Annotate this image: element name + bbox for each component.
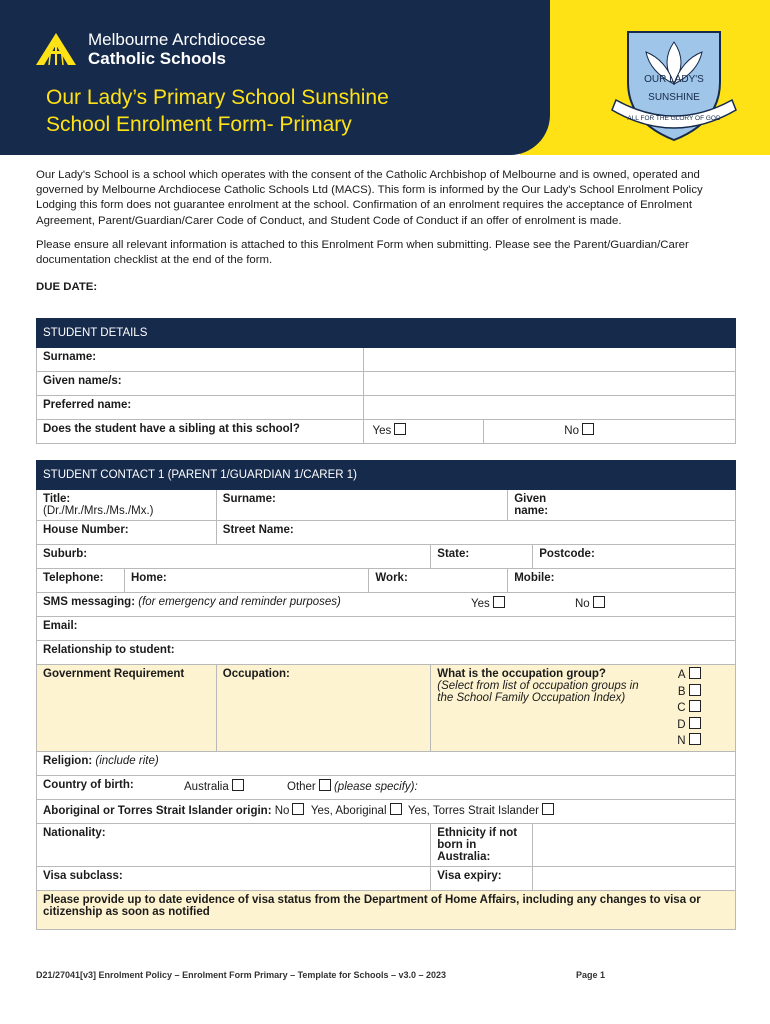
page-number: Page 1	[576, 970, 606, 980]
work-phone-label: Work:	[369, 569, 508, 593]
group-c-label: C	[677, 702, 686, 714]
group-b-label: B	[677, 685, 686, 698]
sibling-yes-option[interactable]	[364, 420, 484, 444]
other-option[interactable]	[287, 779, 418, 793]
occupation-group-hint: (Select from list of occupation groups in the School Family Occupation Index)	[437, 680, 639, 704]
given-name-label: Given name/s:	[37, 372, 364, 396]
title-line1: Our Lady’s Primary School Sunshine	[46, 86, 389, 109]
sms-no-label: No	[575, 598, 590, 610]
contact-heading: STUDENT CONTACT 1 (PARENT 1/GUARDIAN 1/CARER 1)	[37, 461, 736, 490]
group-d-checkbox[interactable]	[689, 717, 701, 729]
group-n-label: N	[677, 735, 686, 747]
street-name-label: Street Name:	[216, 521, 735, 545]
sibling-question: Does the student have a sibling at this school?	[37, 420, 364, 444]
sms-no-checkbox[interactable]	[593, 596, 605, 608]
other-checkbox[interactable]	[319, 779, 331, 791]
surname-field[interactable]	[364, 348, 736, 372]
aboriginal-yes-label: Yes, Aboriginal	[310, 805, 387, 817]
religion-hint: (include rite)	[95, 755, 159, 767]
aboriginal-no-label: No	[274, 805, 290, 817]
postcode-label: Postcode:	[533, 545, 736, 569]
student-details-heading: STUDENT DETAILS	[37, 319, 736, 348]
contact-given-name-label: Given name:	[514, 493, 549, 517]
government-requirement-label: Government Requirement	[37, 665, 217, 752]
suburb-label: Suburb:	[37, 545, 431, 569]
telephone-label: Telephone:	[37, 569, 125, 593]
footer	[36, 970, 736, 980]
torres-strait-label: Yes, Torres Strait Islander	[407, 805, 539, 817]
sibling-yes-label: Yes	[372, 425, 392, 437]
org-name-line2: Catholic Schools	[88, 49, 226, 68]
org-name-line1: Melbourne Archdiocese	[88, 30, 266, 49]
visa-evidence-note: Please provide up to date evidence of visa status from the Department of Home Affairs, including any changes to visa or citizenship as soon as notified	[37, 891, 736, 930]
sibling-no-option[interactable]	[484, 420, 736, 444]
group-d-label: D	[677, 718, 686, 731]
crest-text-2: SUNSHINE	[648, 92, 700, 103]
country-row	[37, 776, 736, 800]
crest-motto: ALL FOR THE GLORY OF GOD	[627, 115, 721, 122]
visa-expiry-field[interactable]	[533, 867, 736, 891]
occupation-group-options	[677, 667, 700, 750]
visa-subclass-label: Visa subclass:	[37, 867, 431, 891]
australia-checkbox[interactable]	[232, 779, 244, 791]
nationality-label: Nationality:	[37, 824, 431, 867]
occupation-group-question: What is the occupation group?	[437, 668, 606, 680]
title-line2: School Enrolment Form- Primary	[46, 113, 352, 136]
group-a-checkbox[interactable]	[689, 667, 701, 679]
group-b-checkbox[interactable]	[689, 684, 701, 696]
intro-paragraph-1: Our Lady's School is a school which operates with the consent of the Catholic Archbishop of Melbourne and is owned, operated and governed by Melbourne Archdiocese Catholic Schools Ltd (MACS). This form is informed by the Our Lady's School Enrolment Policy Lodging this form does not guarantee enrolment at the school. Confirmation of an enrolment requires the acceptance of Enrolment Agreement, Parent/Guardian/Carer Code of Conduct, and Student Code of Conduct if an offer of enrolment is made.	[36, 169, 703, 227]
home-phone-label: Home:	[124, 569, 368, 593]
email-label: Email:	[37, 617, 736, 641]
torres-strait-checkbox[interactable]	[542, 803, 554, 815]
title-cell[interactable]	[37, 490, 217, 521]
sibling-no-checkbox[interactable]	[582, 423, 594, 435]
visa-expiry-label: Visa expiry:	[431, 867, 533, 891]
religion-row	[37, 752, 736, 776]
group-option-b[interactable]	[677, 684, 700, 701]
sms-yes-option[interactable]	[471, 596, 505, 610]
australia-option[interactable]	[184, 779, 244, 793]
due-date-label: DUE DATE:	[36, 281, 98, 294]
mobile-label: Mobile:	[508, 569, 736, 593]
sms-no-option[interactable]	[575, 596, 605, 610]
sms-row	[37, 593, 736, 617]
student-details-table	[36, 318, 736, 444]
aboriginal-yes-checkbox[interactable]	[390, 803, 402, 815]
given-name-field[interactable]	[364, 372, 736, 396]
group-c-checkbox[interactable]	[689, 700, 701, 712]
occupation-label: Occupation:	[216, 665, 431, 752]
relationship-label: Relationship to student:	[37, 641, 736, 665]
group-option-d[interactable]	[677, 717, 700, 734]
title-hint: (Dr./Mr./Mrs./Ms./Mx.)	[43, 505, 154, 517]
intro-section	[36, 168, 736, 304]
aboriginal-yes-option[interactable]	[311, 805, 402, 817]
surname-label: Surname:	[37, 348, 364, 372]
occupation-group-cell	[431, 665, 736, 752]
group-option-c[interactable]	[677, 700, 700, 717]
other-hint: (please specify):	[333, 781, 418, 793]
sms-yes-label: Yes	[471, 598, 490, 610]
house-number-label: House Number:	[37, 521, 217, 545]
page-title	[46, 84, 389, 138]
document-reference: D21/27041[v3] Enrolment Policy – Enrolment Form Primary – Template for Schools – v3.0 – 2023	[36, 970, 446, 980]
preferred-name-field[interactable]	[364, 396, 736, 420]
sms-label: SMS messaging:	[43, 596, 136, 608]
macs-logo-icon	[34, 31, 78, 67]
aboriginal-label: Aboriginal or Torres Strait Islander origin:	[43, 805, 272, 817]
group-a-label: A	[677, 669, 686, 681]
group-n-checkbox[interactable]	[689, 733, 701, 745]
aboriginal-no-option[interactable]	[275, 805, 305, 817]
student-contact-table	[36, 460, 736, 930]
group-option-a[interactable]	[677, 667, 700, 684]
ethnicity-field[interactable]	[533, 824, 736, 867]
country-of-birth-label: Country of birth:	[43, 779, 134, 791]
contact-surname-label: Surname:	[216, 490, 507, 521]
religion-label: Religion:	[43, 755, 93, 767]
intro-paragraph-2: Please ensure all relevant information is attached to this Enrolment Form when submitting. Please see the Parent/Guardian/Carer documentation checklist at the end of the form.	[36, 238, 689, 267]
aboriginal-row	[37, 800, 736, 824]
crest-text-1: OUR LADY'S	[644, 74, 704, 85]
australia-label: Australia	[184, 781, 229, 793]
sibling-yes-checkbox[interactable]	[394, 423, 406, 435]
title-label: Title:	[43, 493, 71, 505]
given-name-cell[interactable]	[508, 490, 736, 521]
torres-strait-option[interactable]	[408, 805, 554, 817]
group-option-n[interactable]	[677, 733, 700, 750]
ethnicity-label: Ethnicity if not born in Australia:	[431, 824, 533, 867]
sms-hint: (for emergency and reminder purposes)	[138, 596, 341, 608]
state-label: State:	[431, 545, 533, 569]
preferred-name-label: Preferred name:	[37, 396, 364, 420]
macs-logo	[34, 30, 266, 68]
sms-yes-checkbox[interactable]	[493, 596, 505, 608]
other-label: Other	[287, 781, 316, 793]
sibling-no-label: No	[564, 425, 579, 437]
school-crest	[610, 22, 738, 144]
aboriginal-no-checkbox[interactable]	[292, 803, 304, 815]
